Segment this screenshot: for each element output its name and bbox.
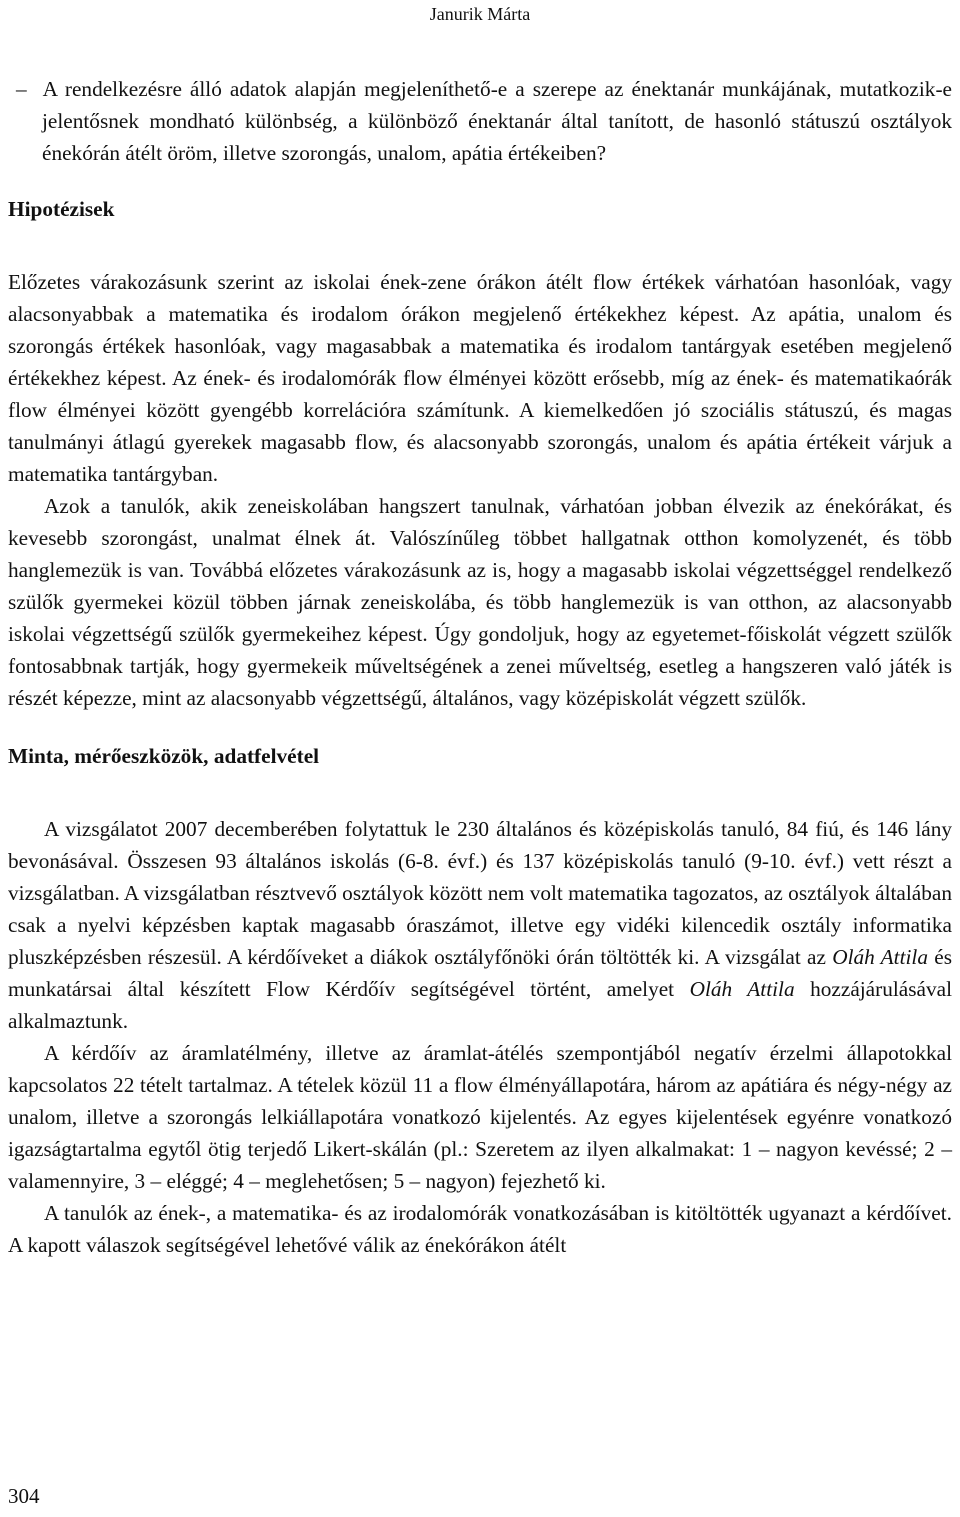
sample-paragraph-1-text-a: A vizsgálatot 2007 decemberében folytattuk le 230 általános és középiskolás tanuló, 84 fiú, és 146 lány bevonásával. Összesen 93 általános iskolás (6-8. évf.) és 137 középiskolás tanuló (9-10. évf.) vett részt a vizsgálatban. A vizsgálatban résztvevő osztályok között nem volt matematika tagozatos, az osztályok általában csak a nyelvi képzésben kaptak magasabb óraszámot, illetve egy vidéki kilencedik osztály informatika pluszképzésben részesül. A kérdőíveket a diákok osztályfőnöki órán töltötték ki. A vizsgálat az: [8, 817, 952, 969]
research-question: [8, 73, 952, 169]
author-name-italic: Oláh Attila: [832, 945, 928, 969]
page-body: [8, 73, 952, 1261]
dash-bullet: –: [16, 77, 27, 101]
hypotheses-paragraph-2: Azok a tanulók, akik zeneiskolában hangszert tanulnak, várhatóan jobban élvezik az énekórákat, és kevesebb szorongást, unalmat élnek át. Valószínűleg többet hallgatnak otthon komolyzenét, és több hanglemezük is van. Továbbá előzetes várakozásunk az is, hogy a magasabb iskolai végzettséggel rendelkező szülők gyermekei közül többen járnak zeneiskolába, és több hanglemezük is van otthon, az alacsonyabb iskolai végzettségű szülők gyermekeihez képest. Úgy gondoljuk, hogy az egyetemet-főiskolát végzett szülők fontosabbnak tartják, hogy gyermekeik műveltségének a zenei műveltség, esetleg a hangszeren való játék is részét képezze, mint az alacsonyabb végzettségű, általános, vagy középiskolát végzett szülők.: [8, 494, 952, 710]
sample-paragraph-1-text-b: és munkatársai által készített Flow Kérdőív segítségével történt, amelyet: [8, 945, 952, 1001]
research-question-text: A rendelkezésre álló adatok alapján megjeleníthető-e a szerepe az énektanár munkájának, mutatkozik-e jelentősnek mondható különbség, a különböző énektanár által tanított, de hasonló státuszú osztályok énekórán átélt öröm, illetve szorongás, unalom, apátia értékeiben?: [42, 77, 952, 165]
section-heading-sample: Minta, mérőeszközök, adatfelvétel: [8, 744, 320, 768]
author-name-italic: Oláh Attila: [689, 977, 795, 1001]
sample-paragraph-1-text-c: hozzájárulásával alkalmaztunk.: [8, 977, 953, 1033]
running-head-author: Janurik Márta: [429, 4, 531, 24]
sample-paragraph-2: A kérdőív az áramlatélmény, illetve az áramlat-átélés szempontjából negatív érzelmi állapotokkal kapcsolatos 22 tételt tartalmaz. A tételek közül 11 a flow élményállapotára, három az apátiára és négy-négy az unalom, illetve a szorongás lelkiállapotára vonatkozó kijelentés. Az egyes kijelentések egyénre vonatkozó igazságtartalma egytől ötig terjedő Likert-skálán (pl.: Szeretem az ilyen alkalmakat: 1 – nagyon kevéssé; 2 – valamennyire, 3 – eléggé; 4 – meglehetősen; 5 – nagyon) fejezhető ki.: [8, 1041, 952, 1193]
page-number: 304: [8, 1484, 40, 1508]
section-heading-hypotheses: Hipotézisek: [8, 197, 115, 221]
sample-paragraph-3: A tanulók az ének-, a matematika- és az irodalomórák vonatkozásában is kitöltötték ugyanazt a kérdőívet. A kapott válaszok segítségével lehetővé válik az énekórákon átélt: [8, 1201, 952, 1257]
hypotheses-paragraph-1: Előzetes várakozásunk szerint az iskolai ének-zene órákon átélt flow értékek várhatóan hasonlóak, vagy alacsonyabbak a matematika és irodalom órákon megjelenő értékekhez képest. Az apátia, unalom és szorongás értékek hasonlóak, vagy magasabbak a matematika és irodalom tantárgyak esetében megjelenő értékekhez képest. Az ének- és irodalomórák flow élményei között erősebb, míg az ének- és matematikaórák flow élményei között gyengébb korrelációra számítunk. A kiemelkedően jó szociális státuszú, és magas tanulmányi átlagú gyerekek magasabb flow, és alacsonyabb szorongás, unalom és apátia értékeit várjuk a matematika tantárgyban.: [8, 270, 952, 486]
sample-paragraph-1: [8, 813, 952, 1037]
